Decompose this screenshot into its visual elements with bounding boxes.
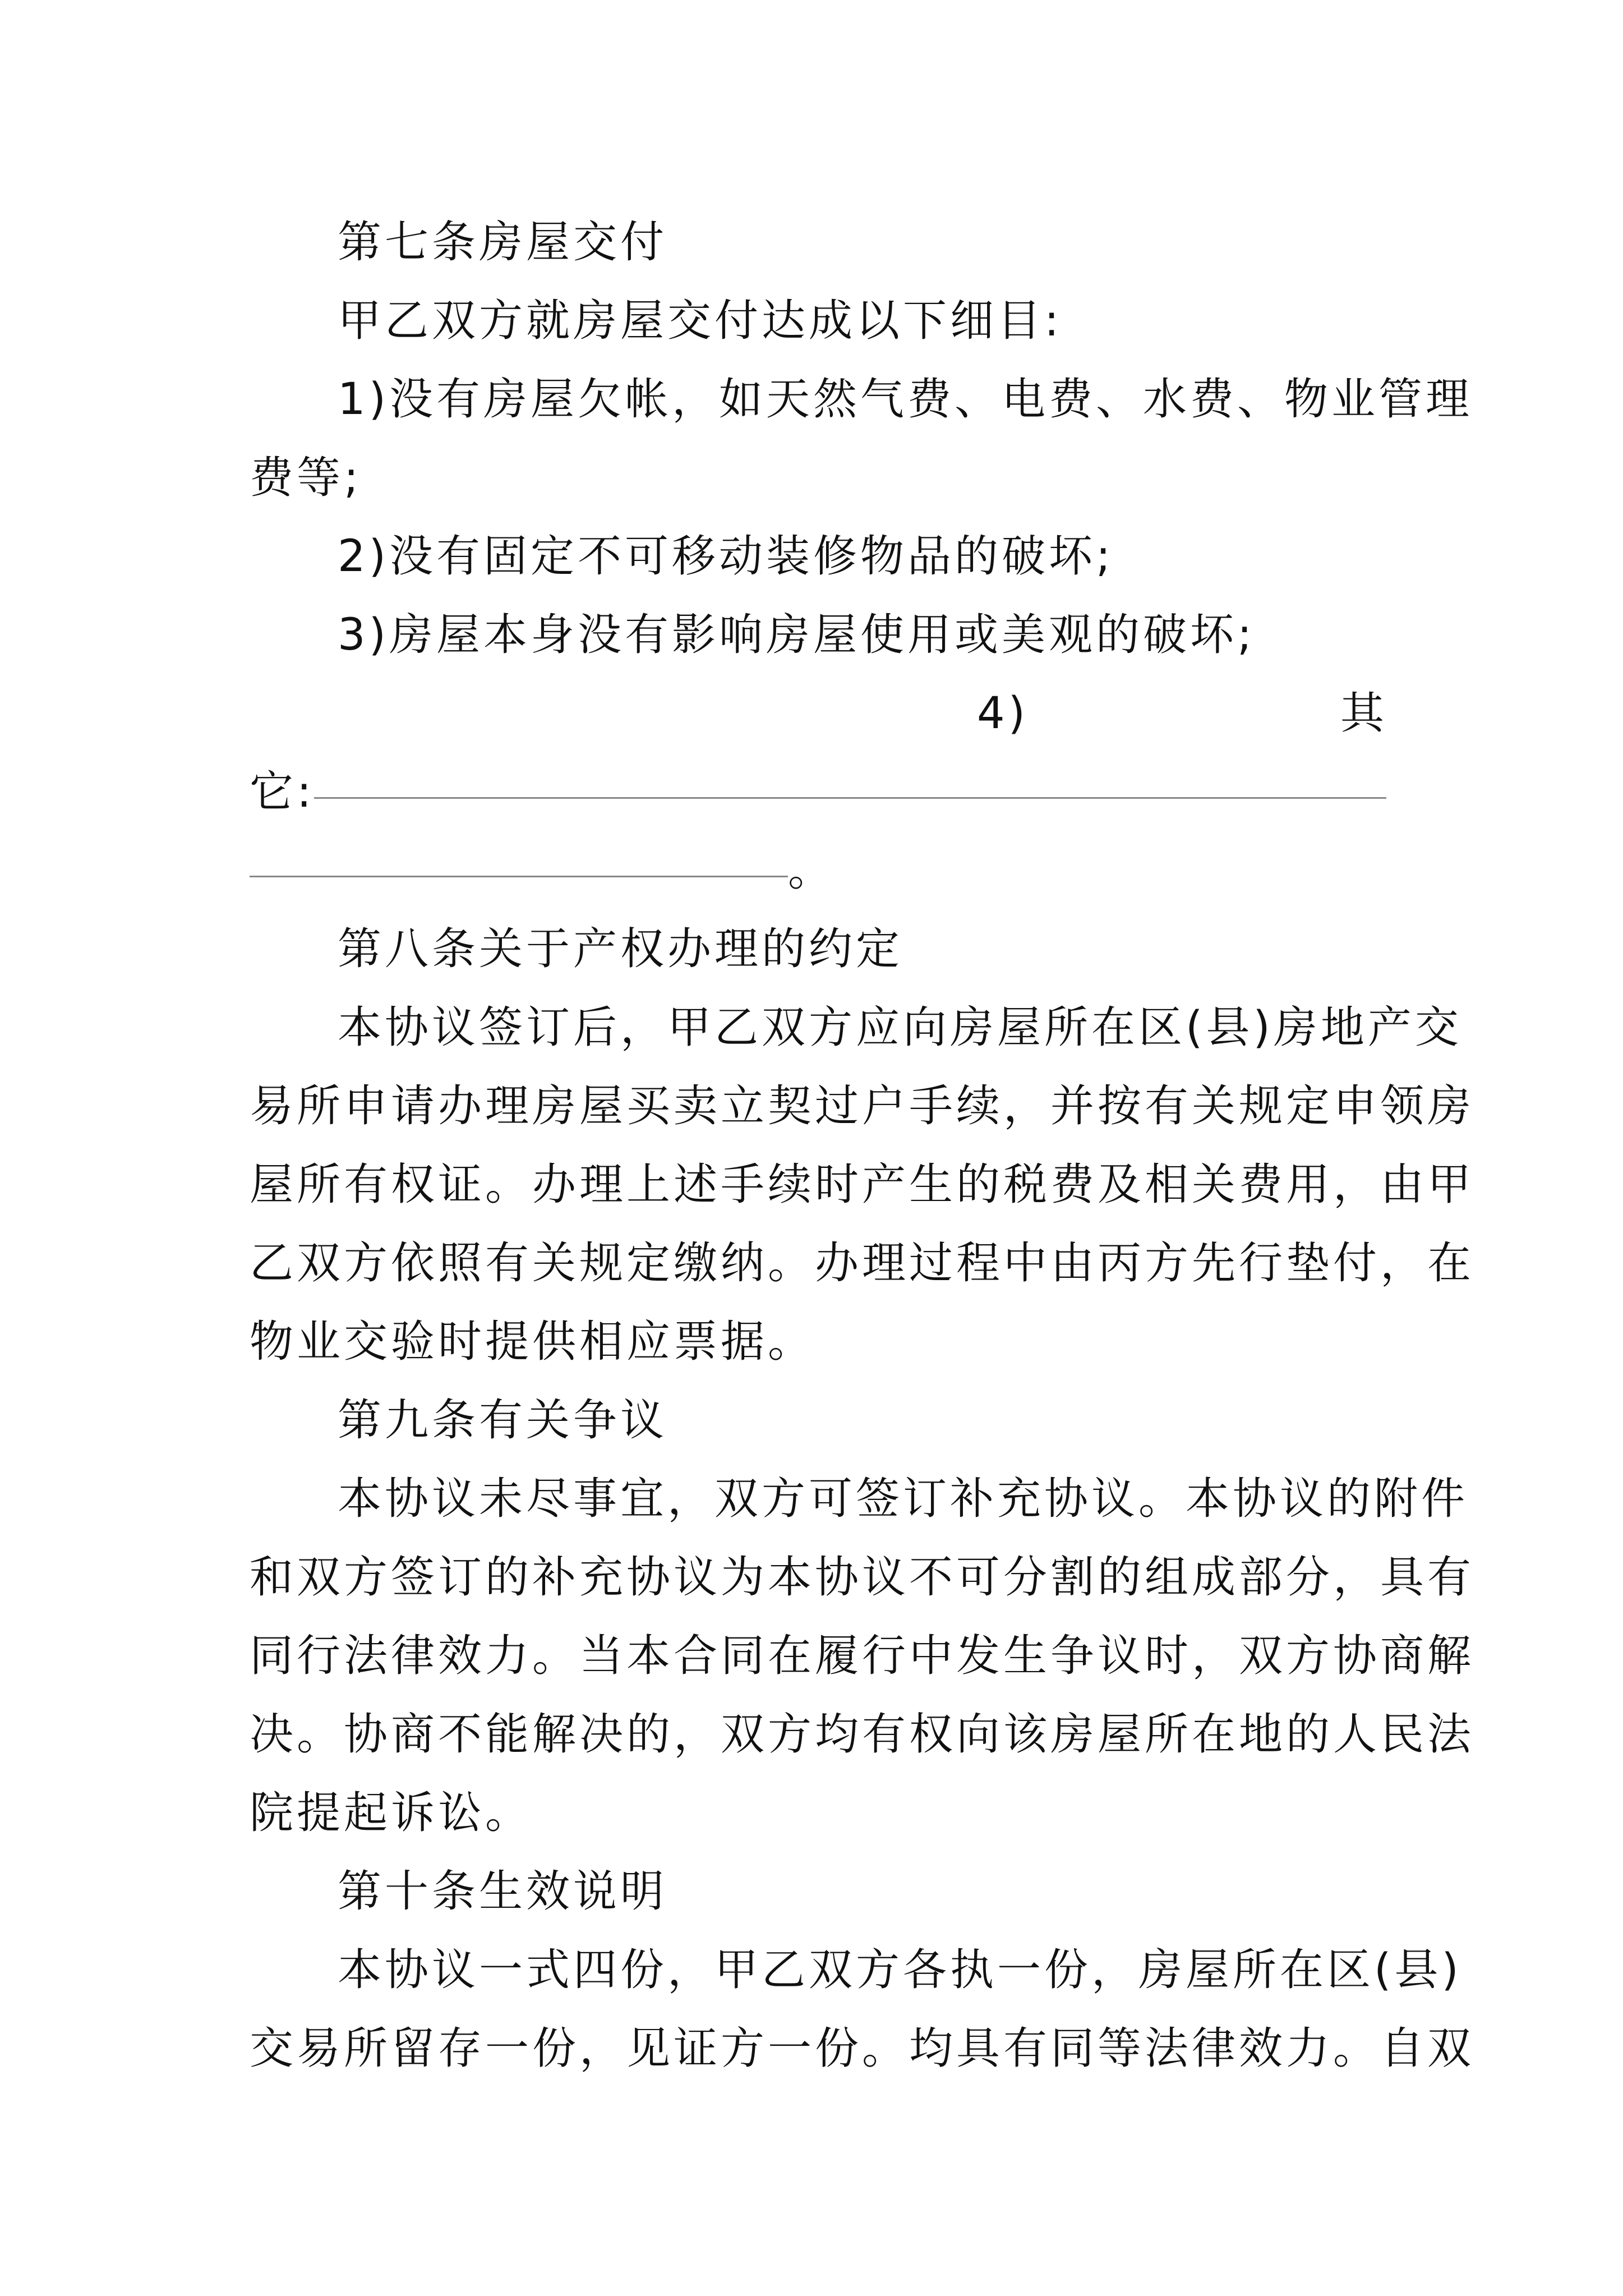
article-8-para-line-4: 乙双方依照有关规定缴纳。办理过程中由丙方先行垫付，在 <box>250 1238 1475 1289</box>
blank-fill-line-1 <box>314 797 1386 799</box>
article-10-para-line-2: 交易所留存一份，见证方一份。均具有同等法律效力。自双 <box>250 2023 1475 2074</box>
article-7-item-4-label-end: 它: <box>250 767 315 817</box>
article-8-para-line-5: 物业交验时提供相应票据。 <box>250 1317 815 1367</box>
article-7-item-4-number: 4) <box>977 688 1029 739</box>
article-8-para-line-1: 本协议签订后，甲乙双方应向房屋所在区(县)房地产交 <box>338 1002 1462 1053</box>
article-7-item-2: 2)没有固定不可移动装修物品的破坏; <box>338 531 1114 582</box>
article-7-item-3: 3)房屋本身没有影响房屋使用或美观的破坏; <box>338 610 1256 660</box>
article-9-para-line-2: 和双方签订的补充协议为本协议不可分割的组成部分，具有 <box>250 1552 1475 1603</box>
article-8-para-line-3: 屋所有权证。办理上述手续时产生的税费及相关费用，由甲 <box>250 1159 1475 1210</box>
blank-fill-end-mark: 。 <box>788 845 836 896</box>
article-10-para-line-1: 本协议一式四份，甲乙双方各执一份，房屋所在区(县) <box>338 1945 1462 1995</box>
article-8-para-line-2: 易所申请办理房屋买卖立契过户手续，并按有关规定申领房 <box>250 1081 1475 1131</box>
article-9-para-line-5: 院提起诉讼。 <box>250 1788 533 1838</box>
blank-fill-line-2 <box>250 876 788 877</box>
article-9-para-line-3: 同行法律效力。当本合同在履行中发生争议时，双方协商解 <box>250 1631 1475 1681</box>
article-7-item-4-label-start: 其 <box>1340 688 1388 739</box>
article-10-heading: 第十条生效说明 <box>338 1866 668 1917</box>
article-9-para-line-1: 本协议未尽事宜，双方可签订补充协议。本协议的附件 <box>338 1474 1469 1524</box>
article-9-heading: 第九条有关争议 <box>338 1395 668 1446</box>
article-7-item-1: 1)没有房屋欠帐，如天然气费、电费、水费、物业管理 <box>338 374 1473 425</box>
article-7-intro: 甲乙双方就房屋交付达成以下细目: <box>338 296 1063 346</box>
article-7-item-1-cont: 费等; <box>250 453 362 503</box>
article-9-para-line-4: 决。协商不能解决的，双方均有权向该房屋所在地的人民法 <box>250 1709 1475 1760</box>
article-8-heading: 第八条关于产权办理的约定 <box>338 924 903 974</box>
article-7-heading: 第七条房屋交付 <box>338 217 668 268</box>
